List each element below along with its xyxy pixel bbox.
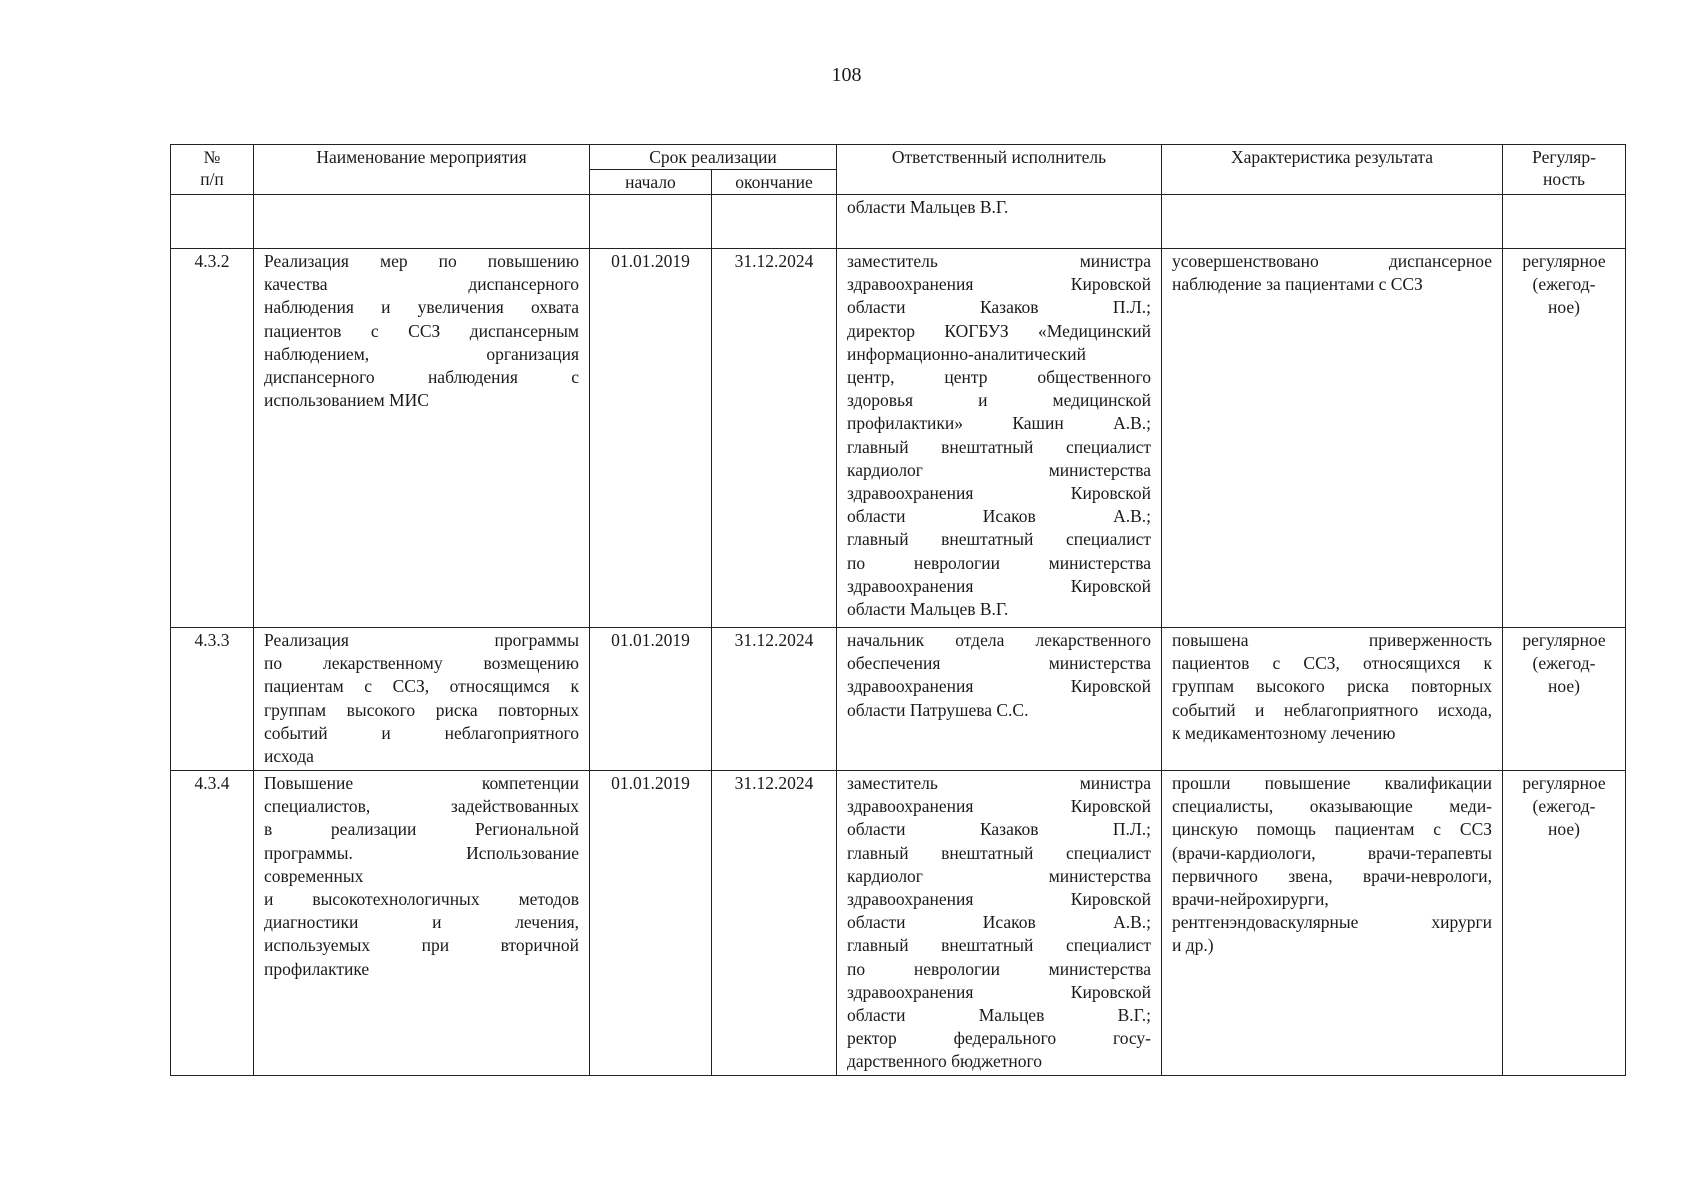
- activity-name-line: специалистов, задействованных: [264, 796, 579, 817]
- result-description: [1162, 628, 1503, 771]
- responsible-executor: [837, 249, 1162, 628]
- activity-name-line: диагностики и лечения,: [264, 912, 579, 933]
- table-row: [171, 195, 1626, 249]
- header-regularity: [1503, 145, 1626, 195]
- start-date: 01.01.2019: [590, 771, 712, 1076]
- activity-name-line: современных: [264, 865, 364, 886]
- responsible-line: обеспечения министерства: [847, 653, 1152, 674]
- activity-name: [254, 195, 590, 249]
- activity-name-line: по лекарственному возмещению: [264, 653, 579, 674]
- result-line: усовершенствовано диспансерное: [1172, 251, 1493, 271]
- header-num-line2: п/п: [200, 169, 224, 189]
- responsible-line: по неврологии министерства: [847, 958, 1152, 979]
- responsible-line: области Казаков П.Л.;: [847, 297, 1152, 318]
- activity-name-line: использованием МИС: [264, 390, 429, 411]
- responsible-line: ректор федерального госу-: [847, 1028, 1152, 1049]
- header-period: Срок реализации: [590, 145, 837, 170]
- start-date: 01.01.2019: [590, 249, 712, 628]
- responsible-line: начальник отдела лекарственного: [847, 630, 1152, 650]
- result-line: и др.): [1172, 935, 1214, 956]
- activity-name-line: пациентов с ССЗ диспансерным: [264, 320, 579, 341]
- header-result: Характеристика результата: [1162, 145, 1503, 195]
- responsible-line: здравоохранения Кировской: [847, 889, 1152, 910]
- activity-name-line: исхода: [264, 746, 314, 767]
- activity-name-line: качества диспансерного: [264, 274, 579, 295]
- result-line: группам высокого риска повторных: [1172, 676, 1493, 697]
- result-line: к медикаментозному лечению: [1172, 722, 1396, 743]
- activity-name-line: наблюдением, организация: [264, 343, 579, 364]
- result-line: первичного звена, врачи-неврологи,: [1172, 865, 1493, 886]
- responsible-line: области Мальцев В.Г.: [847, 599, 1009, 620]
- table-row: [171, 249, 1626, 628]
- start-date: [590, 195, 712, 249]
- activity-name-line: диспансерного наблюдения с: [264, 367, 579, 388]
- activity-name-line: наблюдения и увеличения охвата: [264, 297, 579, 318]
- activities-table: [170, 144, 1626, 1076]
- responsible-line: главный внештатный специалист: [847, 436, 1152, 457]
- end-date: 31.12.2024: [712, 249, 837, 628]
- regularity-line: (ежегод-: [1532, 274, 1596, 295]
- header-end: окончание: [712, 170, 837, 195]
- activity-name: [254, 771, 590, 1076]
- responsible-line: по неврологии министерства: [847, 552, 1152, 573]
- header-name: Наименование мероприятия: [254, 145, 590, 195]
- activity-name-line: Реализация программы: [264, 630, 579, 650]
- activity-name-line: программы. Использование: [264, 842, 579, 863]
- result-line: специалисты, оказывающие меди-: [1172, 796, 1493, 817]
- responsible-line: заместитель министра: [847, 251, 1152, 271]
- responsible-line: профилактики» Кашин А.В.;: [847, 413, 1152, 434]
- row-number: [171, 195, 254, 249]
- responsible-line: дарственного бюджетного: [847, 1051, 1043, 1072]
- responsible-line: здравоохранения Кировской: [847, 676, 1152, 697]
- regularity-line: регулярное: [1522, 630, 1606, 650]
- result-line: прошли повышение квалификации: [1172, 773, 1493, 793]
- result-description: [1162, 771, 1503, 1076]
- header-start: начало: [590, 170, 712, 195]
- regularity: [1503, 771, 1626, 1076]
- activity-name-line: в реализации Региональной: [264, 819, 579, 840]
- responsible-line: кардиолог министерства: [847, 865, 1152, 886]
- activity-name-line: профилактике: [264, 958, 370, 979]
- regularity-line: регулярное: [1522, 773, 1606, 793]
- activity-name: [254, 628, 590, 771]
- result-line: рентгенэндоваскулярные хирурги: [1172, 912, 1493, 933]
- responsible-line: области Мальцев В.Г.: [847, 197, 1009, 217]
- regularity-line: ное): [1548, 676, 1580, 697]
- result-description: [1162, 195, 1503, 249]
- end-date: [712, 195, 837, 249]
- responsible-executor: [837, 628, 1162, 771]
- responsible-line: здравоохранения Кировской: [847, 796, 1152, 817]
- responsible-line: здоровья и медицинской: [847, 390, 1152, 411]
- header-responsible: Ответственный исполнитель: [837, 145, 1162, 195]
- result-line: пациентов с ССЗ, относящихся к: [1172, 653, 1493, 674]
- regularity-line: (ежегод-: [1532, 653, 1596, 674]
- result-line: (врачи-кардиологи, врачи-терапевты: [1172, 842, 1493, 863]
- table-row: [171, 771, 1626, 1076]
- responsible-executor: [837, 771, 1162, 1076]
- responsible-line: заместитель министра: [847, 773, 1152, 793]
- regularity: [1503, 195, 1626, 249]
- responsible-line: главный внештатный специалист: [847, 529, 1152, 550]
- start-date: 01.01.2019: [590, 628, 712, 771]
- row-number: 4.3.4: [171, 771, 254, 1076]
- result-line: событий и неблагоприятного исхода,: [1172, 699, 1493, 720]
- end-date: 31.12.2024: [712, 628, 837, 771]
- result-line: врачи-нейрохирурги,: [1172, 889, 1329, 910]
- activity-name-line: группам высокого риска повторных: [264, 699, 579, 720]
- responsible-executor: [837, 195, 1162, 249]
- responsible-line: здравоохранения Кировской: [847, 575, 1152, 596]
- activity-name-line: Повышение компетенции: [264, 773, 579, 793]
- responsible-line: области Исаков А.В.;: [847, 506, 1152, 527]
- result-line: повышена приверженность: [1172, 630, 1493, 650]
- regularity-line: регулярное: [1522, 251, 1606, 271]
- row-number: 4.3.2: [171, 249, 254, 628]
- row-number: 4.3.3: [171, 628, 254, 771]
- responsible-line: здравоохранения Кировской: [847, 981, 1152, 1002]
- table-row: [171, 628, 1626, 771]
- activity-name-line: используемых при вторичной: [264, 935, 579, 956]
- responsible-line: области Исаков А.В.;: [847, 912, 1152, 933]
- responsible-line: кардиолог министерства: [847, 459, 1152, 480]
- header-regularity-line1: Регуляр-: [1532, 147, 1596, 167]
- activity-name-line: пациентам с ССЗ, относящимся к: [264, 676, 579, 697]
- regularity-line: (ежегод-: [1532, 796, 1596, 817]
- responsible-line: директор КОГБУЗ «Медицинский: [847, 320, 1152, 341]
- regularity-line: ное): [1548, 297, 1580, 318]
- regularity-line: ное): [1548, 819, 1580, 840]
- header-num-line1: №: [203, 147, 221, 167]
- responsible-line: области Патрушева С.С.: [847, 699, 1029, 720]
- responsible-line: центр, центр общественного: [847, 367, 1152, 388]
- regularity: [1503, 628, 1626, 771]
- regularity: [1503, 249, 1626, 628]
- page-number: 108: [831, 64, 862, 86]
- responsible-line: здравоохранения Кировской: [847, 274, 1152, 295]
- responsible-line: области Казаков П.Л.;: [847, 819, 1152, 840]
- activity-name-line: событий и неблагоприятного: [264, 722, 579, 743]
- responsible-line: информационно-аналитический: [847, 343, 1086, 364]
- result-line: наблюдение за пациентами с ССЗ: [1172, 274, 1423, 295]
- responsible-line: главный внештатный специалист: [847, 842, 1152, 863]
- activity-name: [254, 249, 590, 628]
- responsible-line: главный внештатный специалист: [847, 935, 1152, 956]
- responsible-line: здравоохранения Кировской: [847, 483, 1152, 504]
- responsible-line: области Мальцев В.Г.;: [847, 1005, 1152, 1026]
- activity-name-line: Реализация мер по повышению: [264, 251, 579, 271]
- activity-name-line: и высокотехнологичных методов: [264, 889, 579, 910]
- end-date: 31.12.2024: [712, 771, 837, 1076]
- header-num: [171, 145, 254, 195]
- header-regularity-line2: ность: [1543, 169, 1585, 189]
- result-line: цинскую помощь пациентам с ССЗ: [1172, 819, 1493, 840]
- result-description: [1162, 249, 1503, 628]
